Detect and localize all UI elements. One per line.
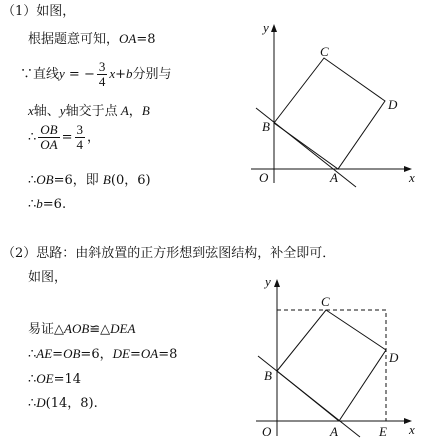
fig2-label-A: A bbox=[330, 424, 338, 439]
fig2-label-E: E bbox=[379, 424, 387, 439]
part1-line6: ∴b=6. bbox=[28, 196, 67, 212]
part2-line5: ∴D(14，8). bbox=[28, 395, 98, 411]
fraction-3-4: $\frac{3}{4}$ bbox=[98, 59, 106, 89]
fig2-label-D: D bbox=[389, 350, 399, 365]
part1-line5: ∴OB=6，即 B(0，6) bbox=[28, 172, 151, 188]
fig1-label-C: C bbox=[320, 44, 329, 59]
fig1-y-arrow bbox=[271, 24, 277, 32]
part2-line2: 易证△AOB≌△DEA bbox=[28, 321, 136, 337]
fig2-square bbox=[277, 310, 386, 421]
figure-2-labels bbox=[262, 274, 415, 439]
part2-line3: ∴AE=OB=6，DE=OA=8 bbox=[28, 346, 178, 362]
fig2-label-y: y bbox=[265, 274, 271, 289]
fig1-label-A: A bbox=[330, 170, 338, 185]
part1-line1: 根据题意可知，OA=8 bbox=[28, 31, 156, 47]
part2-line4: ∴OE=14 bbox=[28, 371, 82, 387]
fraction-3-4-b: $\frac{3}{4}$ bbox=[76, 122, 84, 152]
fig2-dashed-box bbox=[277, 310, 386, 421]
fig1-label-y: y bbox=[263, 20, 269, 35]
part1-line3: x轴、y轴交于点 A，B bbox=[28, 103, 150, 119]
fig1-label-B: B bbox=[262, 119, 270, 134]
part1-header: （1）如图， bbox=[2, 4, 76, 19]
fig1-label-x: x bbox=[409, 170, 415, 185]
fig2-label-B: B bbox=[264, 368, 272, 383]
fig2-label-C: C bbox=[321, 294, 330, 309]
figure-1-labels bbox=[259, 20, 415, 185]
fig1-line-AB bbox=[256, 108, 356, 187]
fig1-label-O: O bbox=[259, 170, 269, 185]
fig1-square bbox=[274, 58, 385, 169]
fig1-label-D: D bbox=[388, 97, 398, 112]
part1-line2: ∵直线y = − $\frac{3}{4}$ x+b分别与 bbox=[20, 59, 172, 89]
fig2-y-arrow bbox=[274, 279, 280, 287]
fig2-label-x: x bbox=[409, 422, 415, 437]
fraction-ob-oa: $\frac{OB}{OA}$ bbox=[40, 122, 58, 152]
part2-line1: 如图， bbox=[28, 270, 68, 285]
fig2-label-O: O bbox=[262, 424, 272, 439]
part2-header: （2）思路：由斜放置的正方形想到弦图结构，补全即可． bbox=[2, 246, 336, 261]
part1-line4: ∴ $\frac{OB}{OA}$ = $\frac{3}{4}$ ， bbox=[28, 122, 101, 152]
